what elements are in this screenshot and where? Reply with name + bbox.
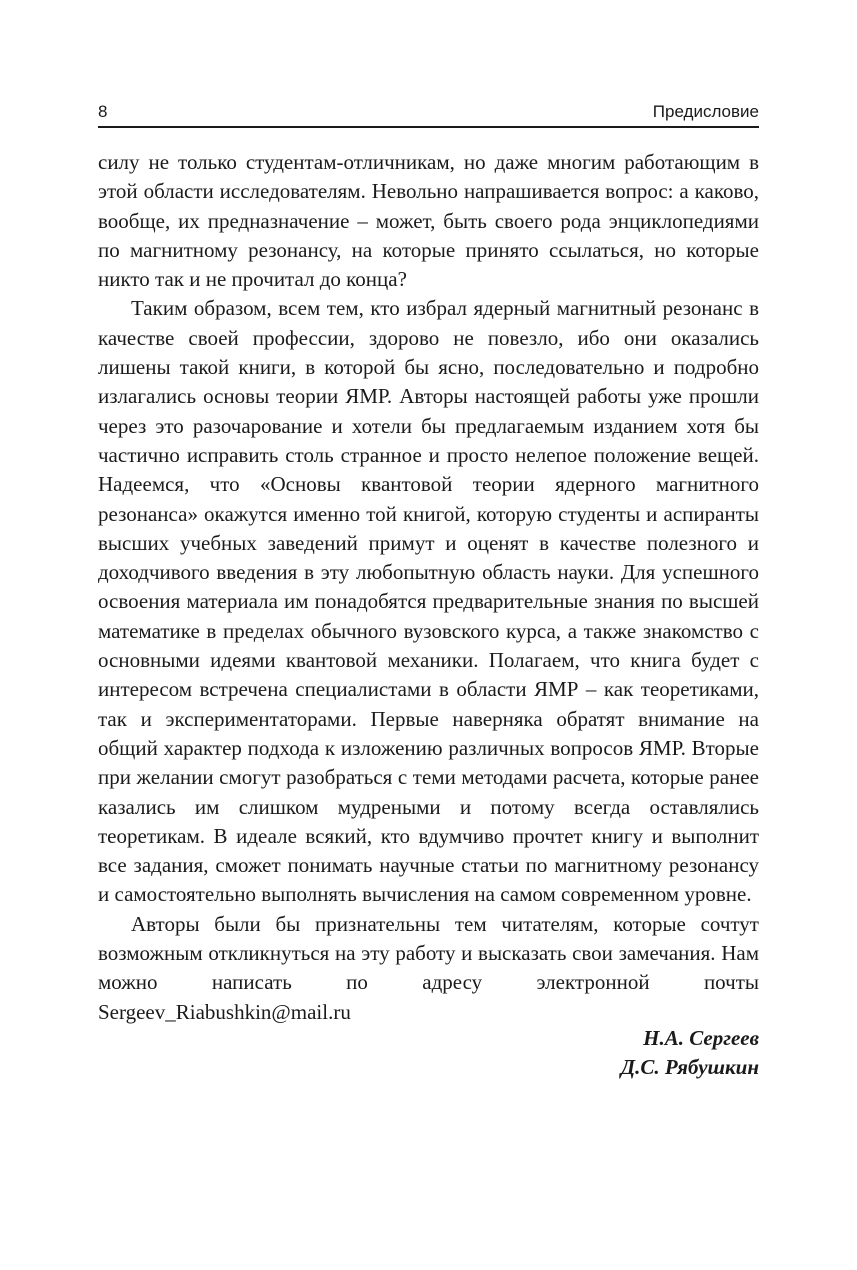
body-text [98,148,759,1027]
author-name: Н.А. Сергеев [643,1026,759,1050]
running-header [98,100,759,128]
author-signatures [621,1024,759,1083]
paragraph: силу не только студентам-отличникам, но даже многим работающим в этой области исследователям. Невольно напрашивается вопрос: а каково, вообще, их предназначение – может, быть своего рода энциклопедиями по магнитному резонансу, на которые принято ссылаться, но которые никто так и не прочитал до конца? [98,150,759,292]
running-title: Предисловие [652,102,759,121]
page-number: 8 [98,102,108,121]
paragraph: Авторы были бы признательны тем читателям, которые сочтут возможным откликнуться на эту работу и высказать свои замечания. Нам можно написать по адресу электронной почты Sergeev_Riabushkin@mail.ru [98,911,759,1024]
author-name: Д.С. Рябушкин [620,1055,759,1080]
paragraph: Таким образом, всем тем, кто избрал ядерный магнитный резонанс в качестве своей профессии, здорово не повезло, ибо они оказались лишены такой книги, в которой бы ясно, последовательно и подробно излагались основы теории ЯМР. Авторы настоящей работы уже прошли через это разочарование и хотели бы предлагаемым изданием хотя бы частично исправить столь странное и просто нелепое положение вещей. Надеемся, что «Основы квантовой теории ядерного магнитного резонанса» окажутся именно той книгой, которую студенты и аспиранты высших учебных заведений примут и оценят в качестве полезного и доходчивого введения в эту любопытную область науки. Для успешного освоения материала им понадобятся предварительные знания по высшей математике в пределах обычного вузовского курса, а также знакомство с основными идеями квантовой механики. Полагаем, что книга будет с интересом встречена специалистами в области ЯМР – как теоретиками, так и экспериментаторами. Первые наверняка обратят внимание на общий характер подхода к изложению различных вопросов ЯМР. Вторые при желании смогут разобраться с теми методами расчета, которые ранее казались им слишком мудреными и потому всегда оставлялись теоретикам. В идеале всякий, кто вдумчиво прочтет книгу и выполнит все задания, сможет понимать научные статьи по магнитному резонансу и самостоятельно выполнять вычисления на самом современном уровне. [98,296,759,907]
